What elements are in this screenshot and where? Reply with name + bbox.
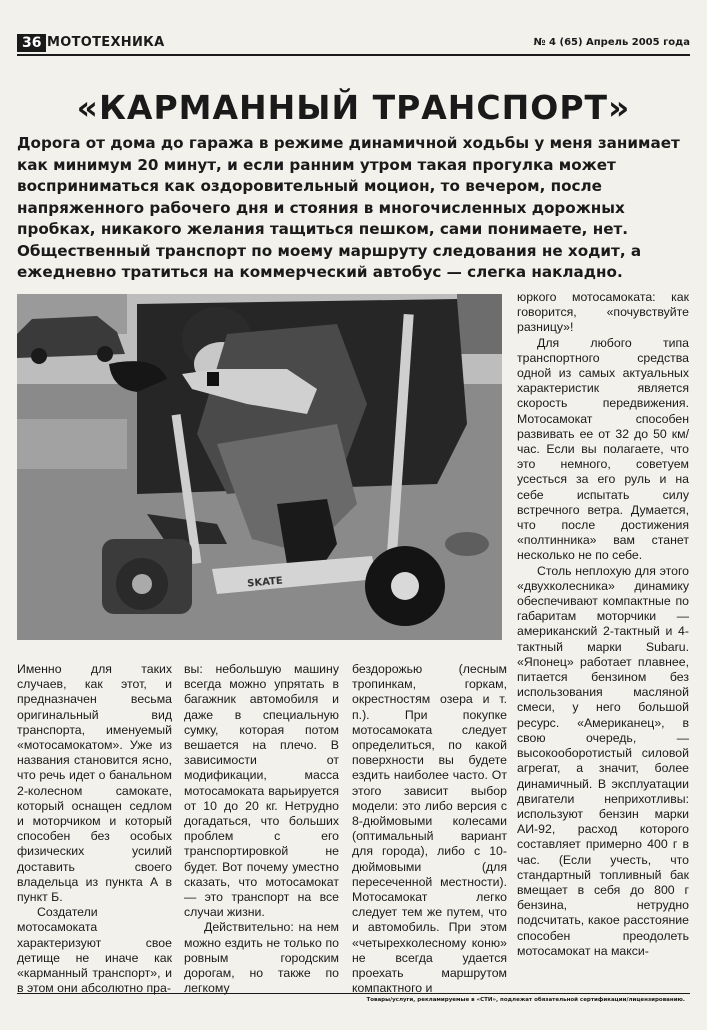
section-title: МОТОТЕХНИКА — [47, 35, 165, 50]
paragraph: Создатели мотосамоката характеризуют свое детище не иначе как «карманный транспорт», и в этом они абсолютно пра- — [17, 905, 172, 996]
man-with-motor-scooter-photo — [17, 294, 502, 640]
header-rule — [17, 54, 690, 56]
text-column-1 — [17, 662, 172, 996]
article-lead: Дорога от дома до гаража в режиме динамичной ходьбы у меня занимает как минимум 20 минут, и если ранним утром такая прогулка может восприниматься как оздоровительный моцион, то вечером, после напряженного рабочего дня и стояния в многочисленных дорожных пробках, никакого желания тащиться пешком, сами понимаете, нет. Общественный транспорт по моему маршруту следования не ходит, а ежедневно тратиться на коммерческий автобус — слегка накладно. — [17, 134, 680, 281]
text-column-3 — [352, 662, 507, 996]
text-column-2 — [184, 662, 339, 996]
paragraph: Для любого типа транспортного средства одной из самых актуальных характеристик является скорость передвижения. Мотосамокат способен развивать ее от 32 до 50 км/час. Если вы полагаете, что это немного, советуем усесться за его руль и на себе испытать силу встречного ветра. Думается, что после достижения «полтинника» вам станет несколько не по себе. — [517, 335, 689, 563]
page-number: 36 — [17, 34, 46, 52]
article-title: «КАРМАННЫЙ ТРАНСПОРТ» — [76, 88, 631, 127]
footer-rule — [17, 993, 690, 994]
paragraph: Столь неплохую для этого «двухколесника» динамику обеспечивают компактные по габаритам моторчики — американский 2-тактный и 4-тактный марки Subaru. «Японец» работает плавнее, питается бензином без использования масляной смеси, у него большой ресурс. «Американец», в свою очередь, — высокооборотистый силовой агрегат, а значит, более динамичный. В эксплуатации двигатели неприхотливы: используют бензин марки АИ-92, расход которого составляет примерно 400 г в час. (Если учесть, что стандартный топливный бак вмещает в себя до 800 г бензина, нетрудно подсчитать, какое расстояние способен преодолеть мотосамокат на макси- — [517, 563, 689, 958]
paragraph: бездорожью (лесным тропинкам, горкам, окрестностям озера и т. п.). При покупке мотосамоката следует определиться, по какой поверхности вы будете ездить наиболее часто. От этого зависит выбор модели: это либо версия с 8-дюймовыми колесами (оптимальный вариант для города), либо с 10-дюймовыми (для пересеченной местности). Мотосамокат легко следует тем же путем, что и автомобиль. При этом «четырехколесному коню» не всегда удается проехать маршрутом компактного и — [352, 662, 507, 996]
paragraph: Действительно: на нем можно ездить не только по ровным городским дорогам, но также по легкому — [184, 920, 339, 996]
scooter-deck-text: SKATE — [246, 575, 284, 590]
article-photo — [17, 294, 502, 640]
paragraph: Именно для таких случаев, как этот, и предназначен весьма оригинальный вид транспорта, именуемый «мотосамокатом». Уже из названия становится ясно, что речь идет о банальном 2-колесном самокате, который оснащен седлом и моторчиком и который способен без особых физических усилий доставить своего владельца из пункта А в пункт Б. — [17, 662, 172, 905]
issue-info: № 4 (65) Апрель 2005 года — [533, 37, 690, 48]
paragraph: юркого мотосамоката: как говорится, «почувствуйте разницу»! — [517, 290, 689, 335]
text-column-4 — [517, 290, 689, 959]
page-header — [17, 34, 690, 52]
footer-note: Товары/услуги, рекламируемые в «СТИ», подлежат обязательной сертификации/лицензированию. — [366, 997, 685, 1003]
paragraph: вы: небольшую машину всегда можно упрятать в багажник автомобиля и даже в специальную сумку, которая потом вешается на плечо. В зависимости от модификации, масса мотосамоката варьируется от 10 до 20 кг. Нетрудно догадаться, что больших проблем с его транспортировкой не будет. Вот почему уместно сказать, что мотосамокат — это транспорт на все случаи жизни. — [184, 662, 339, 920]
